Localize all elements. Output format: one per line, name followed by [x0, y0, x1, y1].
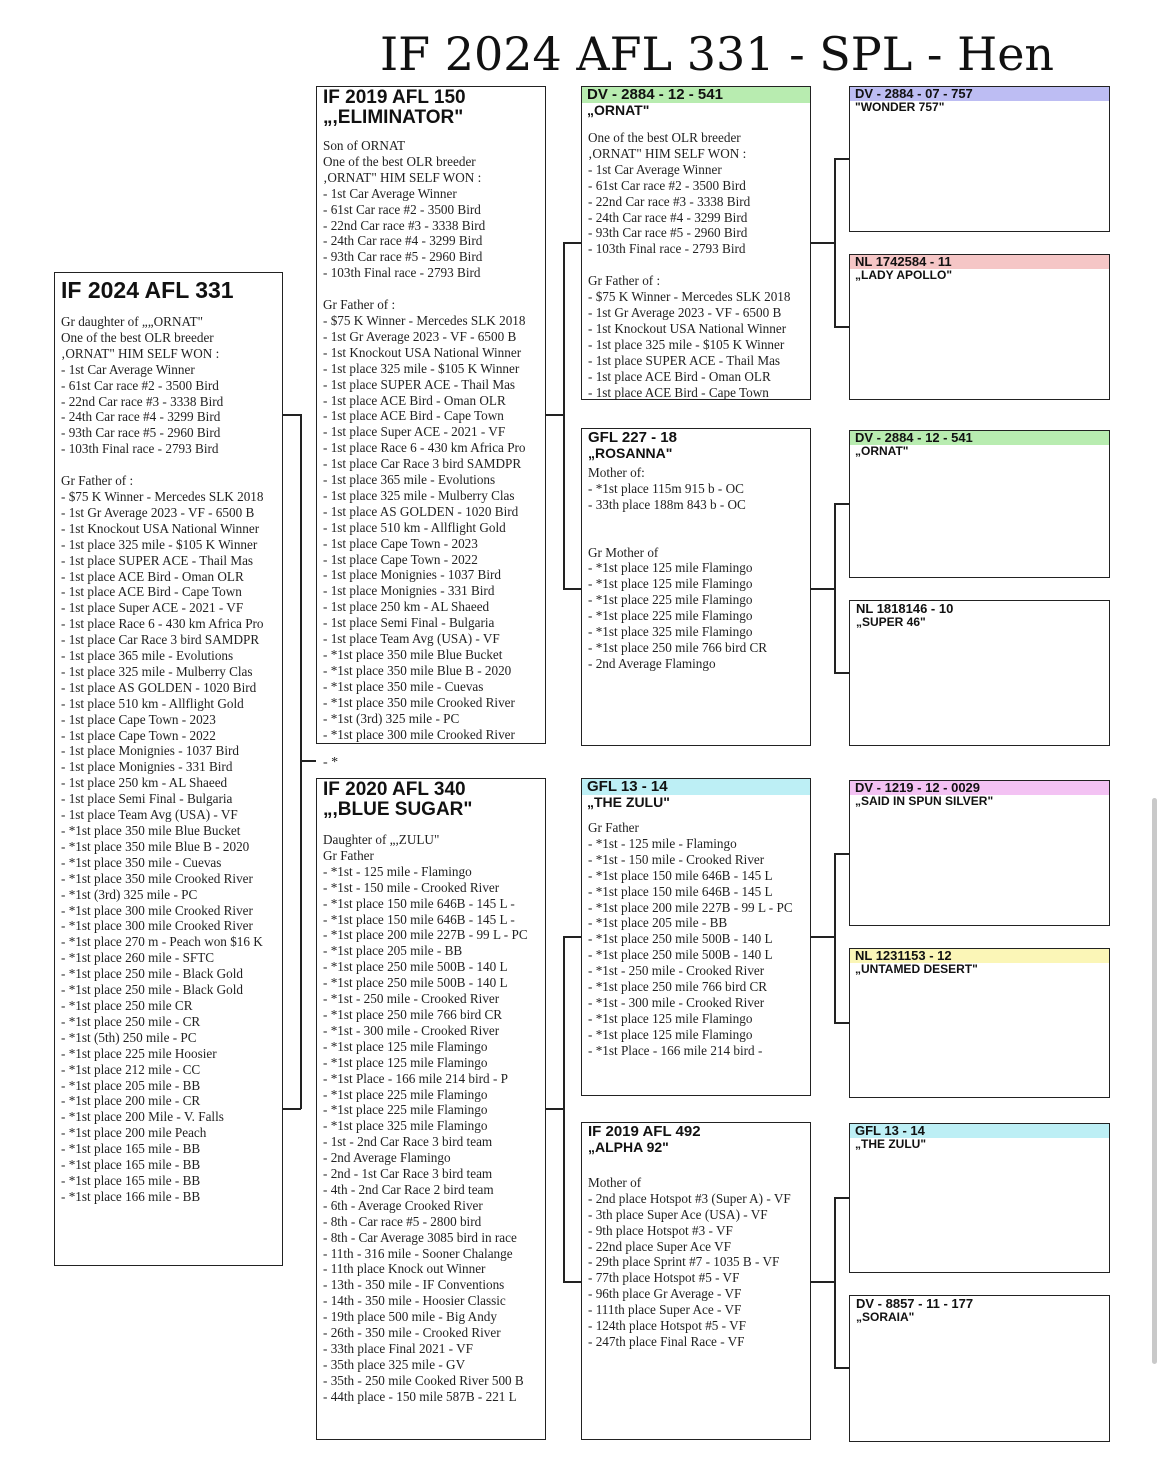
- detail-line: [588, 513, 804, 529]
- detail-line: - *1st place 205 mile - BB: [588, 915, 728, 931]
- subject-header: [55, 273, 282, 303]
- detail-line: - 1st place 365 mile - Evolutions: [61, 648, 234, 664]
- mother-header: [317, 779, 545, 820]
- connector-grandfather-paternal: [834, 158, 836, 326]
- maternal-grandfather-details: [582, 820, 810, 1059]
- paternal-grandfather-name: „ORNAT": [587, 102, 650, 118]
- detail-line: - *1st place 250 mile 500B - 140 L: [588, 931, 773, 947]
- maternal-grandmother-details: [582, 1159, 810, 1350]
- ancestor-ffm-card: [849, 254, 1110, 400]
- detail-line: - 1st Gr Average 2023 - VF - 6500 B: [588, 304, 782, 320]
- detail-line: - 44th place - 150 mile 587B - 221 L: [323, 1388, 517, 1404]
- detail-line: - 35th place 325 mile - GV: [323, 1356, 466, 1372]
- detail-line: - *1st place 205 mile - BB: [323, 943, 463, 959]
- paternal-grandmother-name: „ROSANNA": [588, 445, 673, 461]
- detail-line: - *1st place 250 mile - Black Gold: [61, 966, 244, 982]
- detail-line: - *1st place 350 mile Crooked River: [61, 870, 253, 886]
- detail-line: - $75 K Winner - Mercedes SLK 2018: [61, 488, 264, 504]
- detail-line: - *1st place 212 mile - CC: [61, 1061, 201, 1077]
- ancestor-mfm-header: [849, 948, 1110, 976]
- detail-line: - 35th - 250 mile Cooked River 500 B: [323, 1372, 524, 1388]
- detail-line: - 1st place Semi Final - Bulgaria: [323, 615, 495, 631]
- detail-line: - 13th - 350 mile - IF Conventions: [323, 1277, 505, 1293]
- detail-line: - 33th place Final 2021 - VF: [323, 1341, 473, 1356]
- father-card: [316, 86, 546, 744]
- connector-grandmother-paternal: [834, 672, 849, 674]
- detail-line: - *1st (3rd) 325 mile - PC: [323, 710, 460, 726]
- detail-line: - *1st place 125 mile Flamingo: [323, 1054, 488, 1070]
- detail-line: - *1st place 225 mile Hoosier: [61, 1045, 217, 1061]
- connector-grandfather-paternal: [834, 326, 849, 328]
- connector-grandmother-paternal: [811, 588, 835, 590]
- ancestor-ffm-ring-number: NL 1742584 - 11: [849, 254, 1110, 269]
- detail-line: - 1st place Cape Town - 2022: [61, 727, 216, 743]
- detail-line: - 1st place Monignies - 331 Bird: [61, 759, 233, 775]
- detail-line: - *1st place 200 mile 227B - 99 L - PC: [588, 899, 793, 915]
- ancestor-fmm-ring-number: NL 1818146 - 10: [856, 601, 954, 616]
- detail-line: - *1st place 250 mile 766 bird CR: [588, 979, 768, 995]
- detail-line: - *1st place 325 mile Flamingo: [588, 624, 753, 640]
- detail-line: Mother of:: [588, 465, 645, 480]
- detail-line: - 1st place Car Race 3 bird SAMDPR: [61, 632, 260, 648]
- mother-card: [316, 778, 546, 1440]
- detail-line: - *1st place 300 mile Crooked River: [61, 918, 253, 934]
- detail-line: - *1st (5th) 250 mile - PC: [61, 1029, 197, 1045]
- detail-line: - 1st place ACE Bird - Cape Town: [588, 384, 769, 400]
- ancestor-mmm-header: [850, 1296, 1109, 1324]
- detail-line: - 19th place 500 mile - Big Andy: [323, 1309, 497, 1325]
- detail-line: - 1st place 365 mile - Evolutions: [323, 472, 496, 488]
- detail-line: - 93th Car race #5 - 2960 Bird: [323, 249, 483, 265]
- ancestor-fmf-header: [849, 430, 1110, 458]
- maternal-grandmother-ring-number: IF 2019 AFL 492: [588, 1123, 701, 1140]
- connector-grandfather-paternal: [811, 242, 835, 244]
- stray-mark: - *: [323, 755, 339, 770]
- detail-line: - 103th Final race - 2793 Bird: [588, 241, 746, 257]
- ancestor-ffm-header: [849, 254, 1110, 282]
- detail-line: - 1st place ACE Bird - Oman OLR: [323, 392, 506, 408]
- maternal-grandmother-header: [582, 1123, 810, 1155]
- connector-father: [563, 242, 565, 588]
- maternal-grandfather-ring-number: GFL 13 - 14: [581, 779, 811, 795]
- detail-line: - 2nd place Hotspot #3 (Super A) - VF: [588, 1190, 791, 1206]
- connector-mother: [563, 1281, 581, 1283]
- detail-line: - 1st place AS GOLDEN - 1020 Bird: [61, 679, 257, 695]
- detail-line: - 103th Final race - 2793 Bird: [61, 441, 219, 457]
- father-header: [317, 87, 545, 128]
- subject-details: [55, 314, 282, 1205]
- detail-line: - 1st place SUPER ACE - Thail Mas: [588, 352, 781, 368]
- detail-line: - 1st place Race 6 - 430 km Africa Pro: [61, 616, 264, 632]
- detail-line: - 24th Car race #4 - 3299 Bird: [588, 209, 748, 225]
- ancestor-mff-ring-number: DV - 1219 - 12 - 0029: [849, 780, 1110, 795]
- maternal-grandfather-card: [581, 778, 811, 1096]
- detail-line: - *1st place 225 mile Flamingo: [323, 1102, 488, 1118]
- detail-line: - *1st place 125 mile Flamingo: [588, 1026, 753, 1042]
- connector-subject: [300, 760, 316, 762]
- detail-line: - *1st place 250 mile 500B - 140 L: [588, 947, 773, 963]
- detail-line: - *1st place 300 mile Crooked River: [61, 902, 253, 918]
- detail-line: Daughter of „,ZULU": [323, 832, 440, 847]
- ancestor-mfm-ring-number: NL 1231153 - 12: [849, 948, 1110, 963]
- detail-line: - *1st place 250 mile 766 bird CR: [588, 639, 768, 655]
- detail-line: - 3th place Super Ace (USA) - VF: [588, 1206, 768, 1222]
- detail-line: - 22nd place Super Ace VF: [588, 1238, 731, 1254]
- subject-ring-number: IF 2024 AFL 331: [61, 277, 234, 303]
- detail-line: One of the best OLR breeder: [61, 329, 214, 345]
- detail-line: - *1st place 150 mile 646B - 145 L -: [323, 895, 515, 911]
- ancestor-mmf-ring-number: GFL 13 - 14: [849, 1123, 1110, 1138]
- detail-line: - 26th - 350 mile - Crooked River: [323, 1325, 501, 1341]
- connector-father: [546, 414, 564, 416]
- detail-line: [588, 257, 804, 273]
- paternal-grandmother-header: [582, 429, 810, 461]
- detail-line: - 1st place ACE Bird - Oman OLR: [588, 368, 771, 384]
- detail-line: - 96th place Gr Average - VF: [588, 1286, 742, 1302]
- detail-line: One of the best OLR breeder: [588, 130, 741, 145]
- detail-line: - *1st place 350 mile Blue Bucket: [323, 647, 503, 662]
- detail-line: - *1st place 250 mile - Black Gold: [61, 982, 244, 998]
- detail-line: - *1st place 165 mile - BB: [61, 1172, 201, 1188]
- maternal-grandfather-header: [581, 778, 811, 810]
- detail-line: - 61st Car race #2 - 3500 Bird: [588, 177, 746, 193]
- vertical-scrollbar[interactable]: [1152, 798, 1157, 1364]
- detail-line: - *1st Place - 166 mile 214 bird - P: [323, 1070, 508, 1086]
- detail-line: Gr Mother of: [588, 544, 659, 560]
- ancestor-mff-card: [849, 780, 1110, 926]
- detail-line: - *1st place 250 mile CR: [61, 997, 193, 1013]
- detail-line: - *1st place 200 mile Peach: [61, 1125, 207, 1141]
- ancestor-fmf-ring-number: DV - 2884 - 12 - 541: [849, 430, 1110, 445]
- detail-line: - 1st place Race 6 - 430 km Africa Pro: [323, 440, 526, 456]
- detail-line: - 2nd Average Flamingo: [588, 655, 716, 671]
- detail-line: - *1st place 350 mile Blue Bucket: [61, 823, 241, 838]
- detail-line: - 22nd Car race #3 - 3338 Bird: [323, 217, 486, 233]
- detail-line: - 1st place Monignies - 1037 Bird: [323, 567, 502, 583]
- detail-line: - 1st place Monignies - 1037 Bird: [61, 743, 240, 759]
- detail-line: - *1st place 150 mile 646B - 145 L -: [323, 911, 515, 927]
- maternal-grandfather-name: „THE ZULU": [587, 794, 670, 810]
- connector-grandfather-paternal: [834, 158, 849, 160]
- detail-line: - *1st place 350 mile Crooked River: [323, 694, 515, 710]
- detail-line: - 1st place ACE Bird - Oman OLR: [61, 568, 244, 584]
- detail-line: - *1st - 125 mile - Flamingo: [588, 835, 737, 851]
- detail-line: - *1st place 150 mile 646B - 145 L: [588, 867, 773, 883]
- ancestor-fff-name: "WONDER 757": [855, 100, 945, 114]
- father-ring-number: IF 2019 AFL 150: [323, 87, 466, 108]
- ancestor-fmm-card: [849, 600, 1110, 746]
- mother-name: „,BLUE SUGAR": [323, 799, 473, 820]
- detail-line: - 24th Car race #4 - 3299 Bird: [61, 409, 221, 425]
- detail-line: - 8th - Car Average 3085 bird in race: [323, 1229, 517, 1245]
- ancestor-fmm-header: [850, 601, 1109, 629]
- detail-line: - 1st place 325 mile - $105 K Winner: [323, 360, 520, 376]
- detail-line: - 2nd Average Flamingo: [323, 1150, 451, 1166]
- detail-line: - *1st - 150 mile - Crooked River: [323, 879, 500, 895]
- detail-line: - 1st place 250 km - AL Shaeed: [323, 599, 490, 615]
- ancestor-fmm-name: „SUPER 46": [856, 615, 926, 629]
- detail-line: - *1st place 270 m - Peach won $16 K: [61, 934, 263, 950]
- detail-line: - 1st Gr Average 2023 - VF - 6500 B: [61, 504, 255, 520]
- detail-line: - 22nd Car race #3 - 3338 Bird: [588, 193, 751, 209]
- detail-line: - 14th - 350 mile - Hoosier Classic: [323, 1293, 506, 1309]
- ancestor-fff-ring-number: DV - 2884 - 07 - 757: [849, 86, 1110, 101]
- detail-line: - 33th place 188m 843 b - OC: [588, 496, 746, 512]
- detail-line: - *1st place 200 Mile - V. Falls: [61, 1109, 224, 1125]
- detail-line: - 1st Knockout USA National Winner: [61, 520, 260, 536]
- detail-line: - 9th place Hotspot #3 - VF: [588, 1222, 733, 1238]
- detail-line: - *1st place 350 mile - Cuevas: [61, 854, 222, 870]
- detail-line: - 1st place 325 mile - Mulberry Clas: [61, 663, 253, 679]
- detail-line: - *1st Place - 166 mile 214 bird -: [588, 1042, 763, 1058]
- maternal-grandmother-name: „ALPHA 92": [588, 1139, 669, 1155]
- detail-line: - 1st place Semi Final - Bulgaria: [61, 791, 233, 807]
- detail-line: - 103th Final race - 2793 Bird: [323, 265, 481, 281]
- ancestor-mfm-name: „UNTAMED DESERT": [855, 962, 978, 976]
- detail-line: Gr Father: [323, 847, 374, 863]
- detail-line: - *1st place 300 mile Crooked River: [323, 726, 515, 742]
- detail-line: [323, 281, 539, 297]
- detail-line: - 111th place Super Ace - VF: [588, 1302, 742, 1318]
- detail-line: - 1st Knockout USA National Winner: [323, 344, 522, 360]
- detail-line: One of the best OLR breeder: [323, 153, 476, 169]
- detail-line: - 1st Gr Average 2023 - VF - 6500 B: [323, 328, 517, 344]
- detail-line: - *1st place 350 mile Blue B - 2020: [323, 662, 512, 678]
- detail-line: [61, 457, 276, 473]
- connector-grandfather-maternal: [834, 853, 849, 855]
- detail-line: - 1st place Cape Town - 2023: [61, 711, 216, 727]
- paternal-grandmother-card: [581, 428, 811, 746]
- detail-line: - 1st place 325 mile - Mulberry Clas: [323, 487, 515, 503]
- detail-line: - *1st place 165 mile - BB: [61, 1157, 201, 1173]
- detail-line: - 4th - 2nd Car Race 2 bird team: [323, 1181, 494, 1197]
- detail-line: - *1st place 350 mile Blue B - 2020: [61, 838, 250, 854]
- connector-grandmother-maternal: [811, 1281, 835, 1283]
- detail-line: - 1st place Super ACE - 2021 - VF: [61, 600, 244, 616]
- detail-line: - 6th - Average Crooked River: [323, 1197, 483, 1213]
- detail-line: - *1st place 250 mile 500B - 140 L: [323, 975, 508, 991]
- connector-mother: [563, 936, 581, 938]
- detail-line: - 1st place Car Race 3 bird SAMDPR: [323, 456, 522, 472]
- detail-line: - 93th Car race #5 - 2960 Bird: [588, 225, 748, 241]
- paternal-grandmother-details: [582, 465, 810, 672]
- detail-line: - *1st place 350 mile - Cuevas: [323, 678, 484, 694]
- ancestor-mmf-header: [849, 1123, 1110, 1151]
- detail-line: - *1st place 205 mile - BB: [61, 1077, 201, 1093]
- detail-line: - 1st Car Average Winner: [61, 361, 195, 377]
- detail-line: - 93th Car race #5 - 2960 Bird: [61, 425, 221, 441]
- detail-line: - *1st - 300 mile - Crooked River: [323, 1022, 500, 1038]
- ancestor-mfm-card: [849, 948, 1110, 1098]
- detail-line: - *1st place 166 mile - BB: [61, 1188, 201, 1204]
- mother-ring-number: IF 2020 AFL 340: [323, 779, 466, 800]
- detail-line: - 1st place 250 km - AL Shaeed: [61, 775, 228, 791]
- detail-line: - 1st place 510 km - Allflight Gold: [61, 695, 244, 711]
- connector-mother: [563, 936, 565, 1282]
- detail-line: - 1st place 510 km - Allflight Gold: [323, 519, 506, 535]
- detail-line: - 1st - 2nd Car Race 3 bird team: [323, 1134, 493, 1150]
- connector-grandmother-paternal: [834, 503, 849, 505]
- detail-line: - 11th place Knock out Winner: [323, 1261, 486, 1277]
- detail-line: Gr Father: [588, 820, 639, 835]
- detail-line: - *1st place 125 mile Flamingo: [588, 1010, 753, 1026]
- detail-line: - 11th - 316 mile - Sooner Chalange: [323, 1245, 513, 1261]
- detail-line: ‚ORNAT" HIM SELF WON :: [588, 145, 747, 161]
- ancestor-mmf-card: [849, 1123, 1110, 1273]
- paternal-grandmother-ring-number: GFL 227 - 18: [588, 429, 677, 446]
- connector-grandfather-maternal: [834, 853, 836, 1022]
- detail-line: Gr daughter of „„ORNAT": [61, 314, 203, 329]
- connector-grandmother-maternal: [834, 1367, 849, 1369]
- detail-line: - *1st place 260 mile - SFTC: [61, 950, 215, 966]
- detail-line: - 1st place 325 mile - $105 K Winner: [61, 536, 258, 552]
- detail-line: - 1st place Team Avg (USA) - VF: [323, 631, 500, 647]
- detail-line: Son of ORNAT: [323, 138, 406, 153]
- detail-line: - 2nd - 1st Car Race 3 bird team: [323, 1166, 493, 1182]
- ancestor-fmf-name: „ORNAT": [855, 444, 909, 458]
- detail-line: Gr Father of :: [323, 297, 396, 313]
- detail-line: - *1st - 300 mile - Crooked River: [588, 994, 765, 1010]
- connector-grandfather-maternal: [811, 936, 835, 938]
- detail-line: - *1st place 250 mile 500B - 140 L: [323, 959, 508, 975]
- detail-line: - *1st place 200 mile 227B - 99 L - PC: [323, 927, 528, 943]
- father-name: „,ELIMINATOR": [323, 107, 464, 128]
- detail-line: - *1st place 325 mile Flamingo: [323, 1118, 488, 1134]
- detail-line: - 1st place SUPER ACE - Thail Mas: [323, 376, 516, 392]
- detail-line: - 1st Knockout USA National Winner: [588, 320, 787, 336]
- detail-line: - 1st place Monignies - 331 Bird: [323, 583, 495, 599]
- detail-line: - 1st place ACE Bird - Cape Town: [61, 584, 242, 600]
- detail-line: - 8th - Car race #5 - 2800 bird: [323, 1213, 482, 1229]
- detail-line: - *1st place 125 mile Flamingo: [588, 576, 753, 592]
- detail-line: - *1st - 250 mile - Crooked River: [323, 991, 500, 1007]
- connector-grandmother-paternal: [834, 503, 836, 673]
- detail-line: - 1st Car Average Winner: [323, 185, 457, 201]
- detail-line: - *1st place 250 mile 766 bird CR: [323, 1006, 503, 1022]
- detail-line: - 24th Car race #4 - 3299 Bird: [323, 233, 483, 249]
- subject-pigeon-card: [54, 272, 283, 1266]
- detail-line: ‚ORNAT" HIM SELF WON :: [61, 345, 220, 361]
- detail-line: - *1st place 150 mile 646B - 145 L: [588, 883, 773, 899]
- detail-line: - *1st place 165 mile - BB: [61, 1141, 201, 1157]
- detail-line: [588, 529, 804, 545]
- detail-line: - *1st place 225 mile Flamingo: [323, 1086, 488, 1102]
- ancestor-mmm-card: [849, 1295, 1110, 1442]
- father-details: [317, 138, 545, 742]
- detail-line: - *1st place 200 mile - CR: [61, 1093, 201, 1109]
- connector-father: [563, 242, 581, 244]
- ancestor-mmm-name: „SORAIA": [856, 1310, 915, 1324]
- detail-line: - 1st Car Average Winner: [588, 161, 722, 177]
- detail-line: - *1st place 225 mile Flamingo: [588, 608, 753, 624]
- detail-line: ‚ORNAT" HIM SELF WON :: [323, 169, 482, 185]
- connector-subject: [300, 414, 302, 1109]
- detail-line: - 77th place Hotspot #5 - VF: [588, 1270, 740, 1286]
- detail-line: - 22nd Car race #3 - 3338 Bird: [61, 393, 224, 409]
- connector-mother: [546, 1108, 564, 1110]
- detail-line: - 124th place Hotspot #5 - VF: [588, 1318, 746, 1334]
- detail-line: - 1st place 325 mile - $105 K Winner: [588, 336, 785, 352]
- ancestor-ffm-name: „LADY APOLLO": [855, 268, 953, 282]
- connector-grandfather-maternal: [834, 1022, 849, 1024]
- detail-line: - $75 K Winner - Mercedes SLK 2018: [588, 289, 791, 305]
- maternal-grandmother-card: [581, 1122, 811, 1440]
- detail-line: - *1st place 125 mile Flamingo: [588, 560, 753, 576]
- paternal-grandfather-details: [582, 130, 810, 400]
- detail-line: - 1st place AS GOLDEN - 1020 Bird: [323, 503, 519, 519]
- detail-line: Mother of: [588, 1174, 642, 1190]
- detail-line: - *1st place 115m 915 b - OC: [588, 480, 744, 496]
- detail-line: Gr Father of :: [588, 273, 661, 289]
- detail-line: - 1st place Team Avg (USA) - VF: [61, 807, 238, 823]
- detail-line: - *1st place 250 mile - CR: [61, 1013, 201, 1029]
- detail-line: - 1st place SUPER ACE - Thail Mas: [61, 552, 254, 568]
- ancestor-fmf-card: [849, 430, 1110, 578]
- ancestor-fff-card: [849, 86, 1110, 232]
- detail-line: - 29th place Sprint #7 - 1035 B - VF: [588, 1254, 780, 1270]
- detail-line: - 247th place Final Race - VF: [588, 1333, 745, 1349]
- detail-line: - 61st Car race #2 - 3500 Bird: [61, 377, 219, 393]
- detail-line: - *1st - 125 mile - Flamingo: [323, 863, 472, 879]
- detail-line: - $75 K Winner - Mercedes SLK 2018: [323, 312, 526, 328]
- detail-line: [588, 1159, 804, 1175]
- connector-grandmother-maternal: [834, 1197, 836, 1368]
- detail-line: - *1st - 250 mile - Crooked River: [588, 963, 765, 979]
- mother-details: [317, 832, 545, 1405]
- connector-subject: [283, 414, 301, 416]
- ancestor-mff-header: [849, 780, 1110, 808]
- detail-line: - 1st place Super ACE - 2021 - VF: [323, 424, 506, 440]
- detail-line: - 61st Car race #2 - 3500 Bird: [323, 201, 481, 217]
- ancestor-fff-header: [849, 86, 1110, 114]
- ancestor-mmm-ring-number: DV - 8857 - 11 - 177: [856, 1296, 974, 1311]
- detail-line: - *1st (3rd) 325 mile - PC: [61, 886, 198, 902]
- detail-line: - 1st place Cape Town - 2023: [323, 535, 478, 551]
- connector-father: [563, 588, 581, 590]
- detail-line: - 1st place ACE Bird - Cape Town: [323, 408, 504, 424]
- connector-subject: [283, 1108, 301, 1110]
- paternal-grandfather-ring-number: DV - 2884 - 12 - 541: [581, 87, 811, 103]
- paternal-grandfather-card: [581, 86, 811, 400]
- paternal-grandfather-header: [581, 86, 811, 118]
- detail-line: - *1st place 125 mile Flamingo: [323, 1038, 488, 1054]
- detail-line: - 1st place Cape Town - 2022: [323, 551, 478, 567]
- ancestor-mmf-name: „THE ZULU": [855, 1137, 927, 1151]
- detail-line: - *1st - 150 mile - Crooked River: [588, 851, 765, 867]
- detail-line: Gr Father of :: [61, 473, 134, 489]
- detail-line: - *1st place 225 mile Flamingo: [588, 592, 753, 608]
- ancestor-mff-name: „SAID IN SPUN SILVER": [855, 794, 994, 808]
- connector-grandmother-maternal: [834, 1197, 849, 1199]
- page-title: IF 2024 AFL 331 - SPL - Hen: [380, 27, 1055, 81]
